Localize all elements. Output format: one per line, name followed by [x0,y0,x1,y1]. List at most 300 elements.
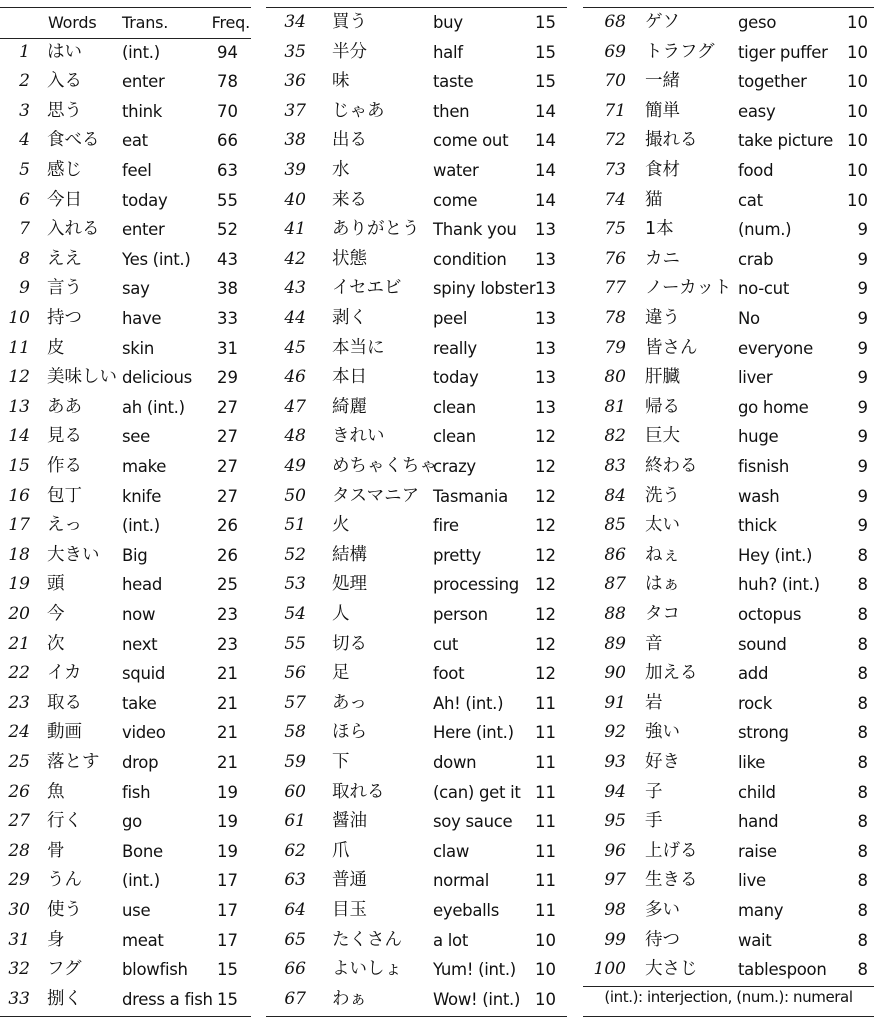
rank-cell: 16 [8,485,30,506]
word-cell: 岩 [645,692,663,713]
translation-cell: child [738,782,776,802]
frequency-cell: 12 [535,486,556,506]
frequency-cell: 9 [857,397,868,417]
rank-cell: 13 [8,396,30,417]
word-cell: 醤油 [332,811,367,832]
table-row [0,452,251,482]
rank-cell: 6 [19,189,30,210]
translation-cell: raise [738,841,777,861]
word-cell: 入る [47,71,82,92]
frequency-cell: 21 [217,753,238,772]
rank-cell: 23 [8,692,30,713]
table-row [0,186,251,216]
frequency-cell: 26 [217,545,238,565]
table-row [0,393,251,423]
word-cell: 思う [47,100,82,121]
frequency-cell: 17 [217,871,238,891]
table-row [0,541,251,571]
translation-cell: person [433,605,488,624]
table-row [266,985,567,1015]
table-row [583,570,874,600]
rank-cell: 5 [19,160,30,180]
translation-cell: down [433,753,477,772]
translation-cell: food [738,161,774,180]
translation-cell: cat [738,190,763,210]
rank-cell: 40 [284,189,306,210]
frequency-cell: 9 [857,427,868,447]
translation-cell: now [122,605,156,624]
table-row [0,718,251,748]
rank-cell: 63 [284,870,306,891]
translation-cell: huh? (int.) [738,575,820,595]
translation-cell: next [122,634,158,654]
rank-cell: 94 [604,781,626,802]
frequency-cell: 11 [535,812,556,832]
frequency-cell: 63 [217,161,238,180]
rank-cell: 4 [19,130,30,151]
rank-cell: 93 [604,752,626,772]
table-row [0,630,251,660]
table-row [0,97,251,127]
table-row [0,866,251,896]
word-cell: うん [47,870,82,891]
translation-cell: knife [122,486,162,506]
frequency-cell: 8 [857,723,868,743]
word-cell: 手 [645,811,663,832]
frequency-cell: 15 [535,72,556,92]
frequency-cell: 8 [857,841,868,861]
table-row [0,274,251,304]
table-row [0,304,251,334]
frequency-cell: 10 [535,930,556,950]
frequency-cell: 27 [217,397,238,417]
table-row [0,778,251,808]
frequency-cell: 8 [857,812,868,832]
word-cell: 上げる [645,840,698,861]
translation-cell: strong [738,723,789,743]
frequency-cell: 9 [857,486,868,506]
rank-cell: 86 [604,544,626,565]
frequency-cell: 10 [535,989,556,1009]
frequency-cell: 23 [217,634,238,654]
rank-cell: 74 [604,189,626,210]
frequency-cell: 17 [217,930,238,950]
translation-cell: go home [738,397,809,417]
translation-cell: fish [122,782,151,802]
translation-cell: enter [122,220,165,240]
frequency-cell: 27 [217,427,238,447]
translation-cell: geso [738,13,777,32]
translation-cell: clean [433,427,476,447]
rank-cell: 66 [284,959,306,980]
rank-cell: 59 [284,752,306,772]
rank-cell: 35 [284,41,306,62]
rank-cell: 60 [284,781,306,802]
word-cell: 身 [47,929,65,950]
rank-cell: 14 [8,426,30,447]
rank-cell: 82 [604,426,626,447]
rank-cell: 49 [284,456,306,476]
frequency-cell: 33 [217,309,238,328]
translation-cell: no-cut [738,279,790,299]
rank-cell: 44 [284,308,306,328]
word-cell: 綺麗 [332,396,367,417]
translation-cell: today [122,190,168,210]
table-row [583,422,874,452]
translation-cell: octopus [738,605,802,624]
word-cell: はぁ [645,574,680,595]
table-row [266,748,567,778]
translation-cell: today [433,368,479,388]
word-cell: はい [47,41,82,62]
word-cell: 目玉 [332,900,367,920]
word-cell: 終わる [645,456,698,476]
rank-cell: 37 [284,100,306,121]
table-row [266,363,567,393]
translation-cell: like [738,753,766,772]
translation-cell: claw [433,841,470,861]
translation-cell: fire [433,516,459,536]
rank-cell: 26 [8,781,30,802]
rank-cell: 58 [284,722,306,743]
word-cell: 人 [332,604,350,624]
rank-cell: 27 [8,811,30,832]
header-row [0,8,251,38]
frequency-cell: 15 [217,989,238,1009]
bottom-rule [266,1016,567,1017]
word-cell: ねぇ [645,544,680,565]
word-cell: イカ [47,663,82,684]
header-trans: Trans. [122,13,169,32]
translation-cell: then [433,101,470,121]
frequency-cell: 27 [217,486,238,506]
table-row [0,955,251,985]
table-row [0,215,251,245]
frequency-cell: 9 [857,516,868,536]
table-row [266,837,567,867]
frequency-cell: 12 [535,457,556,476]
table-row [583,482,874,512]
frequency-cell: 12 [535,516,556,536]
word-cell: 皆さん [645,337,698,358]
translation-cell: dress a fish [122,989,213,1009]
table-row [583,334,874,364]
table-row [0,126,251,156]
translation-cell: fisnish [738,457,789,476]
word-cell: 包丁 [47,485,82,506]
frequency-cell: 10 [847,13,868,32]
rank-cell: 79 [604,337,626,358]
frequency-cell: 29 [217,368,238,388]
table-row [0,363,251,393]
rank-cell: 71 [604,100,626,121]
table-row [266,274,567,304]
translation-cell: add [738,664,769,684]
word-cell: きれい [332,426,385,447]
table-row [583,38,874,68]
frequency-cell: 8 [857,605,868,624]
rank-cell: 3 [19,100,30,121]
translation-cell: blowfish [122,960,188,980]
word-cell: 買う [332,12,367,32]
rank-cell: 51 [284,515,306,536]
frequency-cell: 12 [535,545,556,565]
table-row [0,245,251,275]
word-cell: 持つ [47,308,82,328]
translation-cell: see [122,427,150,447]
table-row [0,748,251,778]
table-row [0,67,251,97]
frequency-cell: 10 [847,42,868,62]
rank-cell: 24 [8,722,30,743]
frequency-cell: 8 [857,871,868,891]
table-row [266,866,567,896]
word-cell: 本日 [332,367,367,388]
table-row [0,659,251,689]
rank-cell: 69 [604,41,626,62]
rank-cell: 32 [8,959,30,980]
rank-cell: 42 [284,248,306,269]
table-row [583,97,874,127]
rank-cell: 25 [8,752,30,772]
word-cell: ありがとう [332,219,420,240]
translation-cell: many [738,901,784,920]
word-cell: 取れる [332,781,385,802]
rank-cell: 91 [604,692,626,713]
frequency-cell: 43 [217,249,238,269]
rank-cell: 88 [604,604,626,624]
rank-cell: 45 [284,337,306,358]
frequency-cell: 11 [535,901,556,920]
table-row [583,837,874,867]
word-cell: イセエビ [332,278,402,299]
rank-cell: 70 [604,71,626,92]
translation-cell: thick [738,516,777,536]
rank-cell: 89 [604,633,626,654]
rank-cell: 72 [604,130,626,151]
word-cell: 動画 [47,722,82,743]
rank-cell: 73 [604,160,626,180]
frequency-cell: 8 [857,930,868,950]
table-row [0,896,251,926]
translation-cell: Tasmania [433,486,508,506]
word-cell: あっ [332,692,367,713]
word-cell: 落とす [47,752,100,772]
frequency-cell: 70 [217,101,238,121]
frequency-cell: 10 [535,960,556,980]
rank-cell: 30 [8,900,30,920]
word-cell: 結構 [332,544,367,565]
table-row [266,896,567,926]
table-row [266,245,567,275]
word-cell: 頭 [47,574,65,595]
word-cell: 生きる [645,870,698,891]
frequency-cell: 13 [535,309,556,328]
rank-cell: 31 [8,929,30,950]
word-cell: 加える [645,663,698,684]
word-cell: 今 [47,604,65,624]
table-row [0,511,251,541]
translation-cell: sound [738,634,787,654]
translation-cell: come [433,190,478,210]
rank-cell: 21 [8,633,30,654]
frequency-cell: 11 [535,782,556,802]
rank-cell: 87 [604,574,626,595]
translation-cell: No [738,309,760,328]
translation-cell: have [122,309,162,328]
word-cell: カニ [645,248,680,269]
rank-cell: 83 [604,456,626,476]
frequency-cell: 15 [217,960,238,980]
translation-cell: feel [122,161,152,180]
rank-cell: 12 [8,367,30,388]
word-cell: たくさん [332,929,402,950]
frequency-cell: 9 [857,338,868,358]
rank-cell: 50 [284,485,306,506]
frequency-cell: 78 [217,72,238,92]
translation-cell: huge [738,427,779,447]
table-row [266,926,567,956]
rank-cell: 95 [604,811,626,832]
translation-cell: processing [433,575,519,595]
table-row [583,866,874,896]
word-cell: 普通 [332,870,367,891]
translation-cell: (int.) [122,516,160,536]
rank-cell: 78 [604,308,626,328]
table-row [266,630,567,660]
word-cell: 来る [332,189,367,210]
frequency-cell: 19 [217,782,238,802]
frequency-cell: 11 [535,871,556,891]
rank-cell: 2 [19,71,30,92]
table-row [0,837,251,867]
table-row [0,334,251,364]
frequency-cell: 9 [857,249,868,269]
rank-cell: 97 [604,870,626,891]
translation-cell: (int.) [122,871,160,891]
rank-cell: 18 [8,544,30,565]
word-cell: ゲソ [645,12,680,32]
frequency-cell: 8 [857,575,868,595]
translation-cell: video [122,723,166,743]
word-cell: 状態 [332,248,367,269]
frequency-cell: 13 [535,368,556,388]
translation-cell: enter [122,72,165,92]
table-row [583,926,874,956]
rank-cell: 34 [284,12,306,32]
rank-cell: 38 [284,130,306,151]
table-row [266,511,567,541]
rank-cell: 10 [8,308,30,328]
rank-cell: 99 [604,929,626,950]
word-cell: えっ [47,515,82,536]
word-cell: 食べる [47,130,100,151]
rank-cell: 8 [19,248,30,269]
frequency-cell: 9 [857,368,868,388]
frequency-cell: 8 [857,753,868,772]
word-cell: 言う [47,278,82,299]
table-row [583,393,874,423]
frequency-cell: 10 [847,101,868,121]
rank-cell: 55 [284,633,306,654]
word-cell: 半分 [332,41,367,62]
frequency-cell: 14 [535,190,556,210]
word-cell: 切る [332,633,367,654]
word-cell: 処理 [332,574,367,595]
table-column-3 [583,0,874,1024]
translation-cell: crazy [433,457,476,476]
table-column-1 [0,0,251,1024]
rank-cell: 80 [604,367,626,388]
rank-cell: 41 [284,219,306,240]
translation-cell: (num.) [738,220,792,240]
bottom-rule [0,1016,251,1017]
rank-cell: 19 [8,574,30,595]
translation-cell: taste [433,72,474,92]
table-row [266,186,567,216]
rank-cell: 77 [604,278,626,299]
rank-cell: 62 [284,840,306,861]
word-cell: 本当に [332,337,385,358]
table-row [583,689,874,719]
rank-cell: 17 [8,515,30,536]
word-cell: わぁ [332,988,367,1009]
frequency-cell: 66 [217,131,238,151]
table-row [266,97,567,127]
word-cell: 足 [332,663,350,684]
rank-cell: 46 [284,367,306,388]
frequency-cell: 9 [857,309,868,328]
translation-cell: Bone [122,841,163,861]
translation-cell: half [433,42,463,62]
table-row [583,541,874,571]
word-cell: めちゃくちゃ [332,456,437,476]
word-cell: 感じ [47,160,82,180]
word-cell: 見る [47,426,82,447]
word-cell: 行く [47,811,82,832]
table-row [266,334,567,364]
translation-cell: (can) get it [433,782,521,802]
word-cell: 違う [645,308,680,328]
table-row [583,274,874,304]
frequency-cell: 8 [857,545,868,565]
translation-cell: say [122,279,150,299]
translation-cell: easy [738,101,776,121]
word-cell: 今日 [47,189,82,210]
frequency-cell: 12 [535,634,556,654]
word-cell: 爪 [332,840,350,861]
word-cell: ノーカット [645,278,732,299]
frequency-cell: 21 [217,664,238,684]
frequency-cell: 9 [857,457,868,476]
frequency-cell: 10 [847,161,868,180]
table-row [0,156,251,186]
frequency-cell: 14 [535,161,556,180]
rank-cell: 68 [604,12,626,32]
table-row [266,718,567,748]
rank-cell: 85 [604,515,626,536]
table-row [266,570,567,600]
table-row [266,126,567,156]
translation-cell: think [122,101,163,121]
table-row [266,422,567,452]
frequency-cell: 8 [857,901,868,920]
word-cell: 出る [332,130,367,151]
table-row [583,955,874,985]
word-cell: ほら [332,722,367,743]
word-cell: 簡単 [645,100,680,121]
word-cell: よいしょ [332,959,402,980]
